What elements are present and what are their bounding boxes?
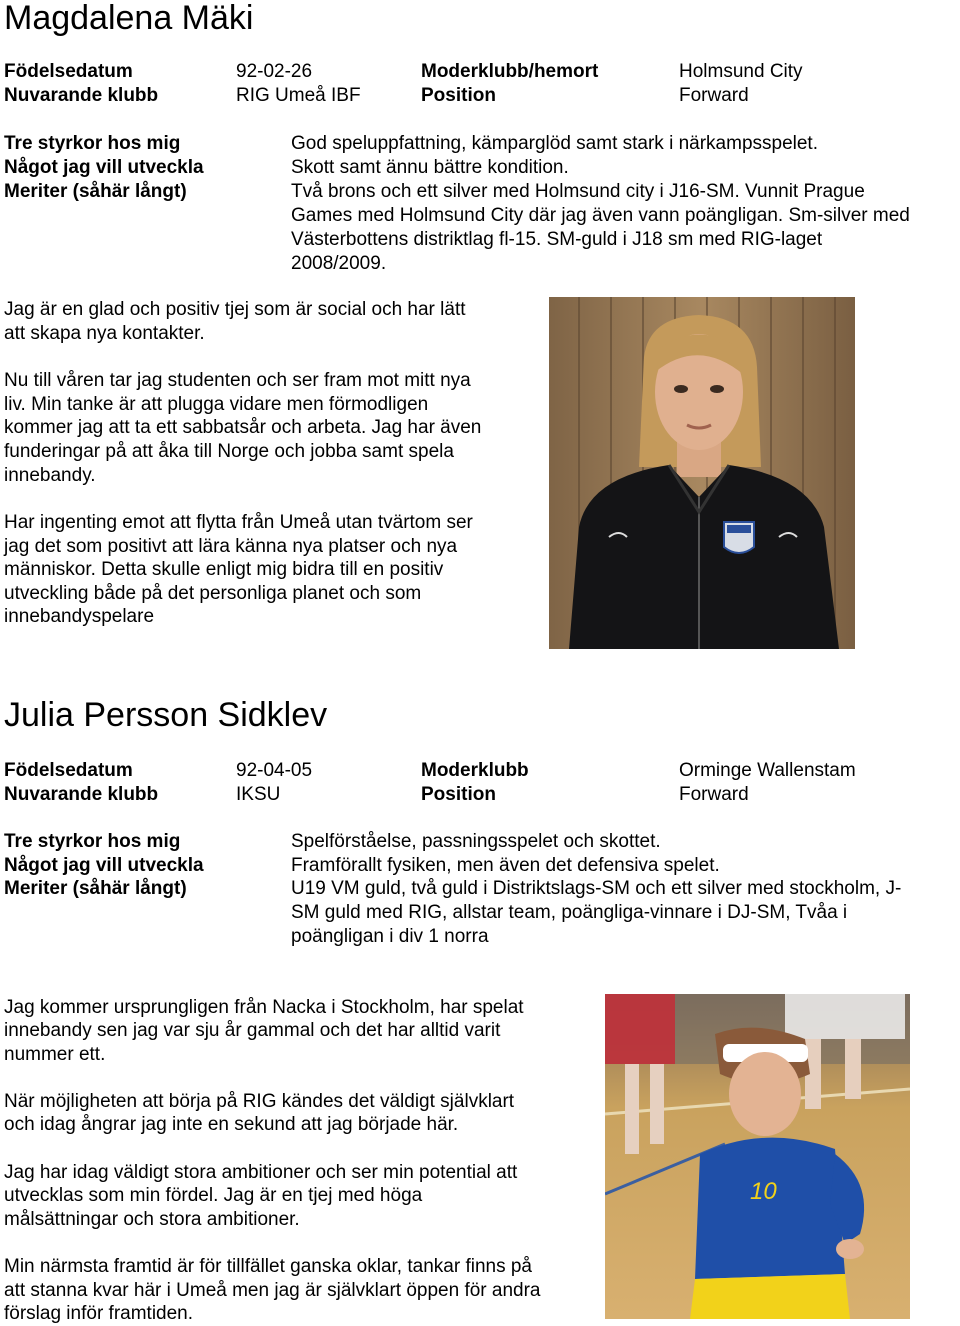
bio-line: Nu till våren tar jag studenten och ser fram mot mitt nya (4, 370, 471, 391)
birthdate-value: 92-04-05 (236, 760, 313, 781)
strengths-label: Tre styrkor hos mig (4, 133, 181, 154)
current-club-label: Nuvarande klubb (4, 784, 159, 805)
bio-line: Min närmsta framtid är för tillfället ganska oklar, tankar finns på (4, 1256, 533, 1277)
merits-label: Meriter (såhär långt) (4, 878, 187, 899)
bio-line: Jag kommer ursprungligen från Nacka i Stockholm, har spelat (4, 997, 524, 1018)
merits-line: Games med Holmsund City där jag även vann poängligan. Sm-silver med (291, 205, 910, 226)
develop-value: Skott samt ännu bättre kondition. (291, 157, 569, 178)
bio-line: förslag inför framtiden. (4, 1303, 194, 1324)
bio-line: Jag har idag väldigt stora ambitioner och ser min potential att (4, 1162, 518, 1183)
home-club-value: Holmsund City (679, 61, 803, 82)
bio-line: målsättningar och stora ambitioner. (4, 1209, 300, 1230)
birthdate-label: Födelsedatum (4, 760, 133, 781)
bio-line: jag det som positivt att lära känna nya platser och nya (4, 536, 458, 557)
current-club-value: RIG Umeå IBF (236, 85, 361, 106)
home-club-label: Moderklubb/hemort (421, 61, 599, 82)
bio-line: innebandy. (4, 465, 96, 486)
position-value: Forward (679, 85, 749, 106)
bio-line: Jag är en glad och positiv tjej som är social och har lätt (4, 299, 466, 320)
bio-line: funderingar på att åka till Norge och jobba samt spela (4, 441, 454, 462)
position-value: Forward (679, 784, 749, 805)
strengths-value: God speluppfattning, kämparglöd samt stark i närkampsspelet. (291, 133, 818, 154)
develop-value: Framförallt fysiken, men även det defensiva spelet. (291, 855, 720, 876)
player-name: Julia Persson Sidklev (4, 696, 328, 734)
merits-line: SM guld med RIG, allstar team, poängliga-vinnare i DJ-SM, Tvåa i (291, 902, 848, 923)
birthdate-value: 92-02-26 (236, 61, 313, 82)
develop-label: Något jag vill utveckla (4, 855, 204, 876)
bio-line: utvecklas som min fördel. Jag är en tjej med höga (4, 1185, 423, 1206)
merits-line: Västerbottens distriktlag fl-15. SM-guld i J18 sm med RIG-laget (291, 229, 823, 250)
position-label: Position (421, 784, 496, 805)
merits-line: 2008/2009. (291, 253, 387, 274)
merits-line: Två brons och ett silver med Holmsund city i J16-SM. Vunnit Prague (291, 181, 865, 202)
bio-line: utveckling både på det personliga planet och som (4, 583, 422, 604)
current-club-value: IKSU (236, 784, 281, 805)
bio-line: innebandyspelare (4, 606, 155, 627)
player-photo (549, 297, 855, 649)
bio-line: och idag ångrar jag inte en sekund att jag började här. (4, 1114, 459, 1135)
bio-line: Har ingenting emot att flytta från Umeå utan tvärtom ser (4, 512, 473, 533)
merits-label: Meriter (såhär långt) (4, 181, 187, 202)
player-name: Magdalena Mäki (4, 0, 254, 37)
bio-line: att stanna kvar här i Umeå men jag är självklart öppen för andra (4, 1280, 541, 1301)
player-photo (605, 994, 910, 1319)
merits-line: U19 VM guld, två guld i Distriktslags-SM och ett silver med stockholm, J- (291, 878, 902, 899)
bio-line: När möjligheten att börja på RIG kändes det väldigt självklart (4, 1091, 515, 1112)
bio-line: människor. Detta skulle enligt mig bidra till en positiv (4, 559, 444, 580)
birthdate-label: Födelsedatum (4, 61, 133, 82)
merits-line: poängligan i div 1 norra (291, 926, 489, 947)
bio-line: nummer ett. (4, 1044, 106, 1065)
home-club-value: Orminge Wallenstam (679, 760, 856, 781)
home-club-label: Moderklubb (421, 760, 529, 781)
bio-line: kommer jag att ta ett sabbatsår och arbeta. Jag har även (4, 417, 482, 438)
strengths-label: Tre styrkor hos mig (4, 831, 181, 852)
bio-line: att skapa nya kontakter. (4, 323, 205, 344)
current-club-label: Nuvarande klubb (4, 85, 159, 106)
develop-label: Något jag vill utveckla (4, 157, 204, 178)
strengths-value: Spelförståelse, passningsspelet och skottet. (291, 831, 661, 852)
position-label: Position (421, 85, 496, 106)
svg-text:10: 10 (750, 1178, 777, 1205)
bio-line: liv. Min tanke är att plugga vidare men förmodligen (4, 394, 429, 415)
bio-line: innebandy sen jag var sju år gammal och det har alltid varit (4, 1020, 501, 1041)
